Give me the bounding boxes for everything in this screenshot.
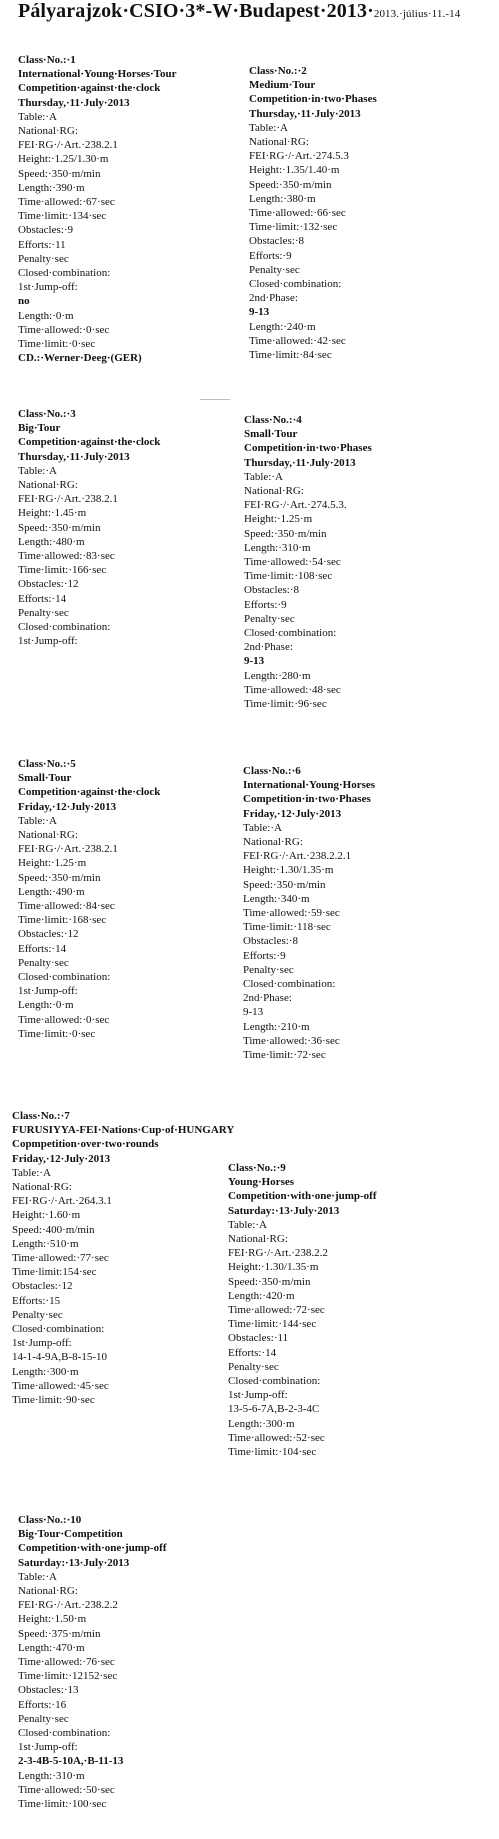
class-3-line: Time·allowed:·83·sec bbox=[18, 550, 115, 563]
class-4-line: Efforts:·9 bbox=[244, 598, 287, 611]
class-9-line: Time·allowed:·72·sec bbox=[228, 1304, 325, 1317]
class-7-line: FURUSIYYA-FEI·Nations·Cup·of·HUNGARY bbox=[12, 1124, 235, 1137]
class-6-line: Closed·combination: bbox=[243, 978, 336, 991]
class-10-line: Speed:·375·m/min bbox=[18, 1627, 101, 1640]
class-7-line: Length:·510·m bbox=[12, 1237, 79, 1250]
class-10-line: Closed·combination: bbox=[18, 1727, 111, 1740]
class-1-line: CD.:·Werner·Deeg·(GER) bbox=[18, 352, 142, 365]
class-9-line: Saturday:·13·July·2013 bbox=[228, 1204, 340, 1217]
class-7-line: Class·No.:·7 bbox=[12, 1110, 70, 1122]
class-10-line: 2-3-4B-5-10A,·B-11-13 bbox=[18, 1755, 124, 1768]
class-1-line: Class·No.:·1 bbox=[18, 54, 76, 66]
class-1-line: Time·limit:·134·sec bbox=[18, 210, 107, 223]
class-1-line: Length:·0·m bbox=[18, 309, 74, 322]
class-9-line: FEI·RG·/·Art.·238.2.2 bbox=[228, 1247, 328, 1260]
class-2-line: Height:·1.35/1.40·m bbox=[249, 164, 340, 177]
class-6-line: Friday,·12·July·2013 bbox=[243, 807, 342, 820]
class-7-line: Copmpetition·over·two·rounds bbox=[12, 1138, 159, 1151]
class-6-line: Height:·1.30/1.35·m bbox=[243, 864, 334, 877]
class-3-line: Closed·combination: bbox=[18, 621, 111, 634]
class-7-line: Time·allowed:·45·sec bbox=[12, 1379, 109, 1392]
class-5-line: Closed·combination: bbox=[18, 971, 111, 984]
class-6-line: Obstacles:·8 bbox=[243, 935, 298, 948]
class-5-line: Length:·0·m bbox=[18, 999, 74, 1012]
class-2-line: Competition·in·two·Phases bbox=[249, 93, 377, 106]
class-1-line: Length:·390·m bbox=[18, 181, 85, 194]
class-4-line: Thursday,·11·July·2013 bbox=[244, 456, 356, 469]
class-6-line: National·RG: bbox=[243, 836, 303, 849]
class-5-line: Time·limit:·0·sec bbox=[18, 1027, 96, 1040]
class-1-line: Height:·1.25/1.30·m bbox=[18, 153, 109, 166]
class-10-line: Saturday:·13·July·2013 bbox=[18, 1556, 130, 1569]
class-7-line: FEI·RG·/·Art.·264.3.1 bbox=[12, 1195, 112, 1208]
class-4-line: Penalty·sec bbox=[244, 612, 295, 625]
class-5-line: Obstacles:·12 bbox=[18, 928, 79, 941]
class-5-line: Penalty·sec bbox=[18, 956, 69, 969]
class-block-10 bbox=[18, 1513, 167, 1811]
class-6-line: Competition·in·two·Phases bbox=[243, 793, 371, 806]
class-4-line: Small·Tour bbox=[244, 428, 298, 441]
class-7-line: Height:·1.60·m bbox=[12, 1209, 81, 1222]
class-2-line: Thursday,·11·July·2013 bbox=[249, 107, 361, 120]
class-1-line: Obstacles:·9 bbox=[18, 224, 73, 237]
class-10-line: Penalty·sec bbox=[18, 1712, 69, 1725]
class-9-line: Obstacles:·11 bbox=[228, 1332, 289, 1345]
class-4-line: Time·limit:·96·sec bbox=[244, 698, 327, 711]
class-9-line: Table:·A bbox=[228, 1218, 267, 1231]
class-9-line: 1st·Jump-off: bbox=[228, 1389, 288, 1402]
class-7-line: Time·limit:·90·sec bbox=[12, 1394, 95, 1407]
class-9-line: Time·allowed:·52·sec bbox=[228, 1431, 325, 1444]
class-5-line: Height:·1.25·m bbox=[18, 857, 87, 870]
class-6-line: 2nd·Phase: bbox=[243, 992, 292, 1005]
class-10-line: Class·No.:·10 bbox=[18, 1514, 82, 1526]
class-10-line: Obstacles:·13 bbox=[18, 1684, 79, 1697]
class-2-line: Class·No.:·2 bbox=[249, 65, 307, 77]
class-3-line: 1st·Jump-off: bbox=[18, 635, 78, 648]
class-block-5 bbox=[18, 757, 160, 1041]
class-10-line: Big·Tour·Competition bbox=[18, 1528, 123, 1541]
class-10-line: National·RG: bbox=[18, 1585, 78, 1598]
class-10-line: Efforts:·16 bbox=[18, 1698, 67, 1711]
class-1-line: Time·limit:·0·sec bbox=[18, 338, 96, 351]
class-6-line: Table:·A bbox=[243, 821, 282, 834]
class-3-line: Thursday,·11·July·2013 bbox=[18, 450, 130, 463]
class-6-line: FEI·RG·/·Art.·238.2.2.1 bbox=[243, 850, 352, 863]
class-5-line: FEI·RG·/·Art.·238.2.1 bbox=[18, 843, 118, 856]
class-4-line: Time·allowed:·48·sec bbox=[244, 683, 341, 696]
class-3-line: Class·No.:·3 bbox=[18, 408, 76, 420]
class-6-line: Time·allowed:·59·sec bbox=[243, 907, 340, 920]
class-4-line: Time·limit:·108·sec bbox=[244, 570, 333, 583]
class-7-line: Time·allowed:·77·sec bbox=[12, 1252, 109, 1265]
class-5-line: Time·allowed:·0·sec bbox=[18, 1013, 110, 1026]
class-9-line: Time·limit:·104·sec bbox=[228, 1446, 317, 1459]
class-7-line: Closed·combination: bbox=[12, 1323, 105, 1336]
class-7-line: Speed:·400·m/min bbox=[12, 1223, 95, 1236]
class-6-line: Time·limit:·72·sec bbox=[243, 1049, 326, 1062]
class-10-line: Length:·470·m bbox=[18, 1641, 85, 1654]
class-2-line: Obstacles:·8 bbox=[249, 235, 304, 248]
class-3-line: FEI·RG·/·Art.·238.2.1 bbox=[18, 493, 118, 506]
class-5-line: Competition·against·the·clock bbox=[18, 786, 161, 799]
class-block-7 bbox=[12, 1109, 234, 1407]
class-4-line: 9-13 bbox=[244, 655, 265, 668]
class-7-line: Penalty·sec bbox=[12, 1308, 63, 1321]
class-6-line: Efforts:·9 bbox=[243, 949, 286, 962]
class-6-line: Penalty·sec bbox=[243, 963, 294, 976]
class-7-line: 1st·Jump-off: bbox=[12, 1337, 72, 1350]
class-7-line: Obstacles:·12 bbox=[12, 1280, 73, 1293]
class-3-line: Big·Tour bbox=[18, 422, 61, 435]
class-5-line: 1st·Jump-off: bbox=[18, 985, 78, 998]
class-4-line: Length:·310·m bbox=[244, 541, 311, 554]
class-4-line: Competition·in·two·Phases bbox=[244, 442, 372, 455]
class-2-line: Time·allowed:·42·sec bbox=[249, 334, 346, 347]
class-1-line: Time·allowed:·67·sec bbox=[18, 196, 115, 209]
class-9-line: Efforts:·14 bbox=[228, 1346, 277, 1359]
class-5-line: Speed:·350·m/min bbox=[18, 871, 101, 884]
class-9-line: 13-5-6-7A,B-2-3-4C bbox=[228, 1403, 320, 1416]
class-6-line: Time·limit:·118·sec bbox=[243, 921, 331, 934]
class-2-line: Table:·A bbox=[249, 121, 288, 134]
class-6-line: Length:·210·m bbox=[243, 1020, 310, 1033]
class-block-2 bbox=[249, 64, 377, 362]
class-6-line: Time·allowed:·36·sec bbox=[243, 1034, 340, 1047]
class-1-line: Closed·combination: bbox=[18, 267, 111, 280]
class-10-line: Height:·1.50·m bbox=[18, 1613, 87, 1626]
class-3-line: Length:·480·m bbox=[18, 535, 85, 548]
class-3-line: National·RG: bbox=[18, 479, 78, 492]
class-2-line: Length:·380·m bbox=[249, 192, 316, 205]
class-2-line: 2nd·Phase: bbox=[249, 292, 298, 305]
class-4-line: Class·No.:·4 bbox=[244, 414, 302, 426]
class-3-line: Efforts:·14 bbox=[18, 592, 67, 605]
class-5-line: Table:·A bbox=[18, 814, 57, 827]
class-10-line: Time·allowed:·50·sec bbox=[18, 1783, 115, 1796]
class-6-line: Class·No.:·6 bbox=[243, 765, 301, 777]
class-1-line: Time·allowed:·0·sec bbox=[18, 323, 110, 336]
class-3-line: Height:·1.45·m bbox=[18, 507, 87, 520]
separator-line bbox=[200, 399, 230, 400]
class-9-line: Time·limit:·144·sec bbox=[228, 1318, 317, 1331]
class-2-line: Time·allowed:·66·sec bbox=[249, 207, 346, 220]
class-1-line: Table:·A bbox=[18, 110, 57, 123]
class-2-line: National·RG: bbox=[249, 136, 309, 149]
class-7-line: Efforts:·15 bbox=[12, 1294, 61, 1307]
class-3-line: Table:·A bbox=[18, 464, 57, 477]
class-6-line: 9-13 bbox=[243, 1006, 264, 1019]
class-3-line: Time·limit:·166·sec bbox=[18, 564, 107, 577]
class-7-line: Length:·300·m bbox=[12, 1365, 79, 1378]
class-9-line: National·RG: bbox=[228, 1233, 288, 1246]
class-9-line: Class·No.:·9 bbox=[228, 1162, 286, 1174]
class-5-line: Efforts:·14 bbox=[18, 942, 67, 955]
class-1-line: National·RG: bbox=[18, 125, 78, 138]
class-5-line: Small·Tour bbox=[18, 772, 72, 785]
class-4-line: Closed·combination: bbox=[244, 627, 337, 640]
title-date: 2013.·július·11.-14 bbox=[373, 8, 461, 20]
title-text: Pályarajzok·CSIO·3*-W·Budapest·2013· bbox=[18, 0, 374, 22]
class-5-line: National·RG: bbox=[18, 829, 78, 842]
class-4-line: National·RG: bbox=[244, 485, 304, 498]
class-9-line: Speed:·350·m/min bbox=[228, 1275, 311, 1288]
class-block-9 bbox=[228, 1161, 377, 1459]
class-1-line: 1st·Jump-off: bbox=[18, 281, 78, 294]
class-7-line: Time·limit:154·sec bbox=[12, 1266, 97, 1279]
class-5-line: Time·limit:·168·sec bbox=[18, 914, 107, 927]
class-6-line: International·Young·Horses bbox=[243, 779, 376, 792]
class-block-4 bbox=[244, 413, 372, 711]
class-10-line: Table:·A bbox=[18, 1570, 57, 1583]
class-5-line: Length:·490·m bbox=[18, 885, 85, 898]
class-1-line: Efforts:·11 bbox=[18, 238, 66, 251]
class-4-line: Speed:·350·m/min bbox=[244, 527, 327, 540]
class-7-line: 14-1-4-9A,B-8-15-10 bbox=[12, 1351, 108, 1364]
class-2-line: Penalty·sec bbox=[249, 263, 300, 276]
class-1-line: Thursday,·11·July·2013 bbox=[18, 96, 130, 109]
class-2-line: Time·limit:·84·sec bbox=[249, 349, 332, 362]
class-4-line: FEI·RG·/·Art.·274.5.3. bbox=[244, 499, 347, 512]
class-10-line: Time·allowed:·76·sec bbox=[18, 1656, 115, 1669]
class-9-line: Young·Horses bbox=[228, 1176, 295, 1189]
class-4-line: 2nd·Phase: bbox=[244, 641, 293, 654]
class-3-line: Speed:·350·m/min bbox=[18, 521, 101, 534]
class-2-line: Medium·Tour bbox=[249, 79, 316, 92]
class-3-line: Penalty·sec bbox=[18, 606, 69, 619]
class-2-line: Efforts:·9 bbox=[249, 249, 292, 262]
class-block-3 bbox=[18, 407, 160, 648]
class-9-line: Penalty·sec bbox=[228, 1360, 279, 1373]
class-2-line: Speed:·350·m/min bbox=[249, 178, 332, 191]
class-10-line: FEI·RG·/·Art.·238.2.2 bbox=[18, 1599, 118, 1612]
class-2-line: Length:·240·m bbox=[249, 320, 316, 333]
class-4-line: Table:·A bbox=[244, 470, 283, 483]
class-4-line: Time·allowed:·54·sec bbox=[244, 556, 341, 569]
class-9-line: Length:·300·m bbox=[228, 1417, 295, 1430]
class-2-line: 9-13 bbox=[249, 306, 270, 319]
class-4-line: Height:·1.25·m bbox=[244, 513, 313, 526]
class-block-1 bbox=[18, 53, 177, 365]
page-title bbox=[18, 0, 460, 23]
class-5-line: Friday,·12·July·2013 bbox=[18, 800, 117, 813]
class-10-line: 1st·Jump-off: bbox=[18, 1741, 78, 1754]
class-1-line: Competition·against·the·clock bbox=[18, 82, 161, 95]
class-10-line: Length:·310·m bbox=[18, 1769, 85, 1782]
class-9-line: Closed·combination: bbox=[228, 1375, 321, 1388]
class-10-line: Competition·with·one·jump-off bbox=[18, 1542, 167, 1555]
class-7-line: Friday,·12·July·2013 bbox=[12, 1152, 111, 1165]
class-6-line: Length:·340·m bbox=[243, 892, 310, 905]
class-2-line: Closed·combination: bbox=[249, 278, 342, 291]
class-1-line: Penalty·sec bbox=[18, 252, 69, 265]
class-4-line: Obstacles:·8 bbox=[244, 584, 299, 597]
class-1-line: International·Young·Horses·Tour bbox=[18, 68, 177, 81]
class-4-line: Length:·280·m bbox=[244, 669, 311, 682]
class-6-line: Speed:·350·m/min bbox=[243, 878, 326, 891]
class-10-line: Time·limit:·12152·sec bbox=[18, 1670, 118, 1683]
class-10-line: Time·limit:·100·sec bbox=[18, 1798, 107, 1811]
class-3-line: Competition·against·the·clock bbox=[18, 436, 161, 449]
class-5-line: Class·No.:·5 bbox=[18, 758, 76, 770]
class-1-line: FEI·RG·/·Art.·238.2.1 bbox=[18, 139, 118, 152]
class-2-line: FEI·RG·/·Art.·274.5.3 bbox=[249, 150, 349, 163]
class-1-line: no bbox=[18, 295, 30, 308]
class-1-line: Speed:·350·m/min bbox=[18, 167, 101, 180]
class-2-line: Time·limit:·132·sec bbox=[249, 221, 338, 234]
class-9-line: Height:·1.30/1.35·m bbox=[228, 1261, 319, 1274]
class-9-line: Length:·420·m bbox=[228, 1289, 295, 1302]
class-7-line: National·RG: bbox=[12, 1181, 72, 1194]
class-block-6 bbox=[243, 764, 375, 1062]
class-9-line: Competition·with·one·jump-off bbox=[228, 1190, 377, 1203]
class-3-line: Obstacles:·12 bbox=[18, 578, 79, 591]
class-5-line: Time·allowed:·84·sec bbox=[18, 900, 115, 913]
class-7-line: Table:·A bbox=[12, 1166, 51, 1179]
